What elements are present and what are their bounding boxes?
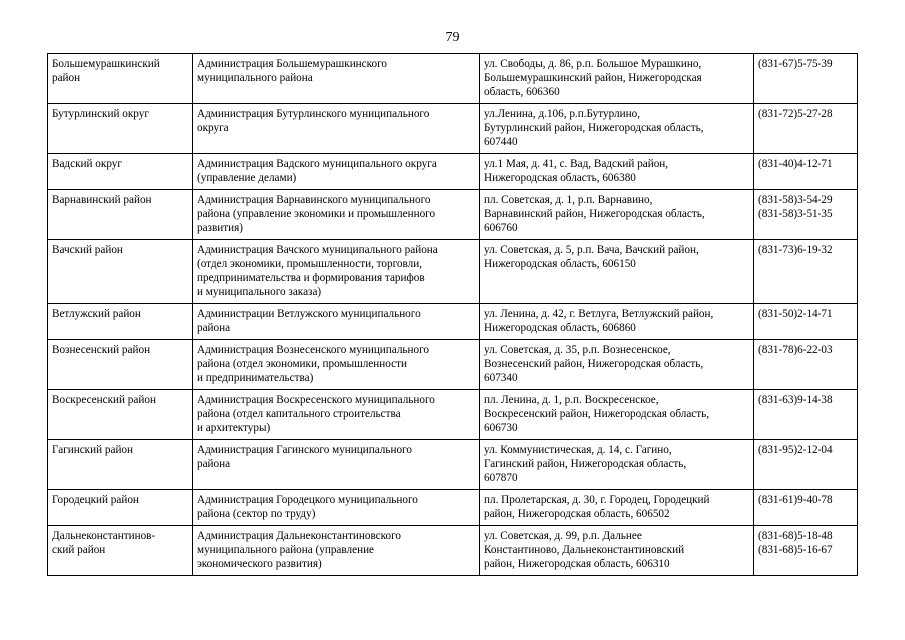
district-cell <box>48 440 193 490</box>
administrations-table <box>47 53 858 576</box>
address-line: ул.Ленина, д.106, р.п.Бутурлино, <box>484 108 640 120</box>
administration-cell <box>193 54 480 104</box>
administration-line: Администрация Большемурашкинского <box>197 58 388 70</box>
administration-cell <box>193 304 480 340</box>
address-cell <box>480 304 754 340</box>
phone-number: (831-63)9-14-38 <box>758 394 833 406</box>
administration-cell <box>193 190 480 240</box>
phone-number: (831-50)2-14-71 <box>758 308 833 320</box>
address-cell <box>480 154 754 190</box>
address-line: 606730 <box>484 422 518 434</box>
district-line: Гагинский район <box>52 444 134 456</box>
administration-line: округа <box>197 122 229 134</box>
administration-line: и архитектуры) <box>197 422 271 434</box>
phone-number: (831-61)9-40-78 <box>758 494 833 506</box>
administration-cell <box>193 154 480 190</box>
phone-number: (831-68)5-18-48 <box>758 530 833 542</box>
phone-cell <box>754 440 858 490</box>
table-row <box>48 240 858 304</box>
phone-number: (831-95)2-12-04 <box>758 444 833 456</box>
address-line: ул. Ленина, д. 42, г. Ветлуга, Ветлужский район, <box>484 308 714 320</box>
address-cell <box>480 526 754 576</box>
address-line: район, Нижегородская область, 606310 <box>484 558 670 570</box>
district-line: Ветлужский район <box>52 308 141 320</box>
address-line: 607870 <box>484 472 518 484</box>
administration-line: предпринимательства и формирования тарифов <box>197 272 425 284</box>
administration-line: района (управление экономики и промышленного <box>197 208 436 220</box>
address-line: ул. Советская, д. 99, р.п. Дальнее <box>484 530 642 542</box>
address-cell <box>480 240 754 304</box>
administration-line: района (отдел экономики, промышленности <box>197 358 407 370</box>
address-cell <box>480 490 754 526</box>
address-line: ул.1 Мая, д. 41, с. Вад, Вадский район, <box>484 158 669 170</box>
table-row <box>48 440 858 490</box>
district-line: Большемурашкинский <box>52 58 160 70</box>
district-line: Городецкий район <box>52 494 139 506</box>
address-line: Нижегородская область, 606860 <box>484 322 636 334</box>
district-line: Вознесенский район <box>52 344 151 356</box>
address-line: Нижегородская область, 606150 <box>484 258 636 270</box>
district-cell <box>48 54 193 104</box>
phone-number: (831-72)5-27-28 <box>758 108 833 120</box>
phone-cell <box>754 240 858 304</box>
administration-cell <box>193 104 480 154</box>
table-row <box>48 490 858 526</box>
table-row <box>48 154 858 190</box>
phone-number: (831-73)6-19-32 <box>758 244 833 256</box>
administration-line: Администрация Бутурлинского муниципального <box>197 108 430 120</box>
administration-cell <box>193 240 480 304</box>
address-line: Гагинский район, Нижегородская область, <box>484 458 687 470</box>
table-row <box>48 340 858 390</box>
administration-line: муниципального района (управление <box>197 544 375 556</box>
phone-cell <box>754 340 858 390</box>
district-line: Вадский округ <box>52 158 122 170</box>
administration-line: муниципального района <box>197 72 313 84</box>
address-line: область, 606360 <box>484 86 560 98</box>
address-line: ул. Свободы, д. 86, р.п. Большое Мурашкино, <box>484 58 702 70</box>
phone-number: (831-58)3-54-29 <box>758 194 833 206</box>
district-line: Бутурлинский округ <box>52 108 149 120</box>
address-line: ул. Советская, д. 35, р.п. Вознесенское, <box>484 344 671 356</box>
address-line: Нижегородская область, 606380 <box>484 172 636 184</box>
address-line: район, Нижегородская область, 606502 <box>484 508 670 520</box>
phone-cell <box>754 54 858 104</box>
administration-line: Администрация Воскресенского муниципального <box>197 394 435 406</box>
address-line: 607440 <box>484 136 518 148</box>
district-cell <box>48 340 193 390</box>
address-cell <box>480 104 754 154</box>
address-line: пл. Советская, д. 1, р.п. Варнавино, <box>484 194 653 206</box>
administration-line: Администрация Городецкого муниципального <box>197 494 418 506</box>
address-line: Воскресенский район, Нижегородская область, <box>484 408 710 420</box>
administration-cell <box>193 526 480 576</box>
district-line: Вачский район <box>52 244 123 256</box>
address-line: пл. Ленина, д. 1, р.п. Воскресенское, <box>484 394 659 406</box>
address-line: ул. Коммунистическая, д. 14, с. Гагино, <box>484 444 672 456</box>
address-cell <box>480 390 754 440</box>
address-line: пл. Пролетарская, д. 30, г. Городец, Городецкий <box>484 494 710 506</box>
district-cell <box>48 304 193 340</box>
address-line: 606760 <box>484 222 518 234</box>
district-cell <box>48 104 193 154</box>
administration-line: и муниципального заказа) <box>197 286 322 298</box>
district-line: район <box>52 72 81 84</box>
phone-number: (831-58)3-51-35 <box>758 208 833 220</box>
administration-line: (отдел экономики, промышленности, торговли, <box>197 258 422 270</box>
phone-cell <box>754 490 858 526</box>
administration-line: Администрация Дальнеконстантиновского <box>197 530 402 542</box>
table-row <box>48 104 858 154</box>
phone-cell <box>754 190 858 240</box>
phone-cell <box>754 104 858 154</box>
administration-line: района <box>197 458 231 470</box>
district-cell <box>48 240 193 304</box>
table-row <box>48 54 858 104</box>
district-cell <box>48 390 193 440</box>
phone-number: (831-67)5-75-39 <box>758 58 833 70</box>
phone-cell <box>754 304 858 340</box>
page-number: 79 <box>445 30 460 45</box>
administration-line: Администрация Вознесенского муниципального <box>197 344 430 356</box>
administration-line: Администрация Гагинского муниципального <box>197 444 412 456</box>
administration-line: и предпринимательства) <box>197 372 314 384</box>
phone-number: (831-68)5-16-67 <box>758 544 833 556</box>
district-line: Воскресенский район <box>52 394 156 406</box>
district-cell <box>48 490 193 526</box>
administration-cell <box>193 340 480 390</box>
phone-number: (831-40)4-12-71 <box>758 158 833 170</box>
address-line: Бутурлинский район, Нижегородская область, <box>484 122 704 134</box>
address-line: Варнавинский район, Нижегородская область, <box>484 208 705 220</box>
administration-cell <box>193 440 480 490</box>
address-cell <box>480 440 754 490</box>
phone-cell <box>754 526 858 576</box>
address-cell <box>480 340 754 390</box>
administration-line: Администрация Вадского муниципального округа <box>197 158 437 170</box>
table-row <box>48 190 858 240</box>
administration-cell <box>193 490 480 526</box>
table-row <box>48 526 858 576</box>
administration-line: развития) <box>197 222 243 234</box>
administration-line: Администрация Варнавинского муниципального <box>197 194 431 206</box>
administration-line: Администрации Ветлужского муниципального <box>197 308 421 320</box>
administration-line: района (сектор по труду) <box>197 508 316 520</box>
district-line: ский район <box>52 544 106 556</box>
address-line: Вознесенский район, Нижегородская область, <box>484 358 704 370</box>
table-row <box>48 304 858 340</box>
table-row <box>48 390 858 440</box>
address-line: Константиново, Дальнеконстантиновский <box>484 544 685 556</box>
phone-cell <box>754 390 858 440</box>
phone-cell <box>754 154 858 190</box>
administration-line: Администрация Вачского муниципального района <box>197 244 438 256</box>
administration-line: района (отдел капитального строительства <box>197 408 401 420</box>
address-cell <box>480 54 754 104</box>
address-line: 607340 <box>484 372 518 384</box>
district-cell <box>48 154 193 190</box>
address-cell <box>480 190 754 240</box>
district-line: Дальнеконстантинов- <box>52 530 156 542</box>
district-line: Варнавинский район <box>52 194 152 206</box>
address-line: Большемурашкинский район, Нижегородская <box>484 72 702 84</box>
address-line: ул. Советская, д. 5, р.п. Вача, Вачский район, <box>484 244 699 256</box>
administration-line: (управление делами) <box>197 172 297 184</box>
district-cell <box>48 190 193 240</box>
administration-line: района <box>197 322 231 334</box>
phone-number: (831-78)6-22-03 <box>758 344 833 356</box>
administration-cell <box>193 390 480 440</box>
administration-line: экономического развития) <box>197 558 322 570</box>
district-cell <box>48 526 193 576</box>
